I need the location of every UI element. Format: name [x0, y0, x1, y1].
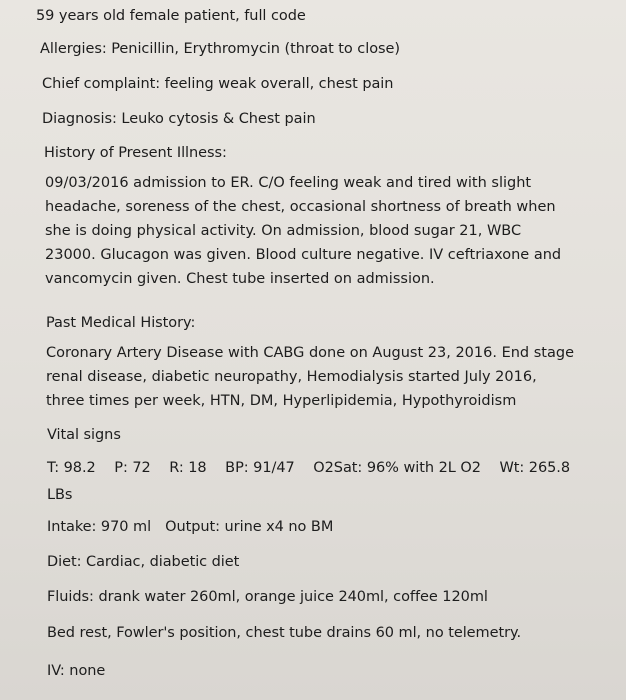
vitals-heading: Vital signs: [47, 427, 121, 443]
hpi-heading: History of Present Illness:: [44, 145, 227, 161]
hpi-paragraph: [45, 171, 561, 291]
hpi-line: she is doing physical activity. On admission, blood sugar 21, WBC: [45, 223, 522, 239]
iv-line: IV: none: [47, 663, 106, 679]
vital-weight-unit: LBs: [47, 487, 73, 503]
vital-weight: Wt: 265.8: [499, 460, 571, 476]
allergies-line: Allergies: Penicillin, Erythromycin (throat to close): [40, 41, 401, 57]
hpi-line: headache, soreness of the chest, occasional shortness of breath when: [45, 199, 556, 215]
pmh-heading: Past Medical History:: [46, 315, 196, 331]
vital-o2: O2Sat: 96% with 2L O2: [313, 460, 481, 476]
diagnosis-line: Diagnosis: Leuko cytosis & Chest pain: [42, 111, 316, 127]
vitals-line: [47, 459, 570, 478]
vital-resp: R: 18: [169, 460, 207, 476]
hpi-line: 09/03/2016 admission to ER. C/O feeling weak and tired with slight: [45, 175, 532, 191]
vital-pulse: P: 72: [114, 460, 151, 476]
hpi-line: 23000. Glucagon was given. Blood culture negative. IV ceftriaxone and: [45, 247, 562, 263]
patient-line: 59 years old female patient, full code: [36, 8, 306, 24]
chief-complaint-line: Chief complaint: feeling weak overall, chest pain: [42, 76, 394, 92]
vital-temp: T: 98.2: [47, 460, 96, 476]
pmh-line: Coronary Artery Disease with CABG done on August 23, 2016. End stage: [46, 345, 574, 361]
output: Output: urine x4 no BM: [165, 519, 334, 535]
pmh-line: three times per week, HTN, DM, Hyperlipidemia, Hypothyroidism: [46, 393, 517, 409]
pmh-paragraph: [46, 341, 574, 413]
intake-output-line: [47, 518, 333, 537]
activity-line: Bed rest, Fowler's position, chest tube drains 60 ml, no telemetry.: [47, 625, 522, 641]
fluids-line: Fluids: drank water 260ml, orange juice 240ml, coffee 120ml: [47, 589, 488, 605]
pmh-line: renal disease, diabetic neuropathy, Hemodialysis started July 2016,: [46, 369, 537, 385]
diet-line: Diet: Cardiac, diabetic diet: [47, 554, 240, 570]
hpi-line: vancomycin given. Chest tube inserted on admission.: [45, 271, 435, 287]
intake: Intake: 970 ml: [47, 519, 152, 535]
vital-bp: BP: 91/47: [225, 460, 295, 476]
